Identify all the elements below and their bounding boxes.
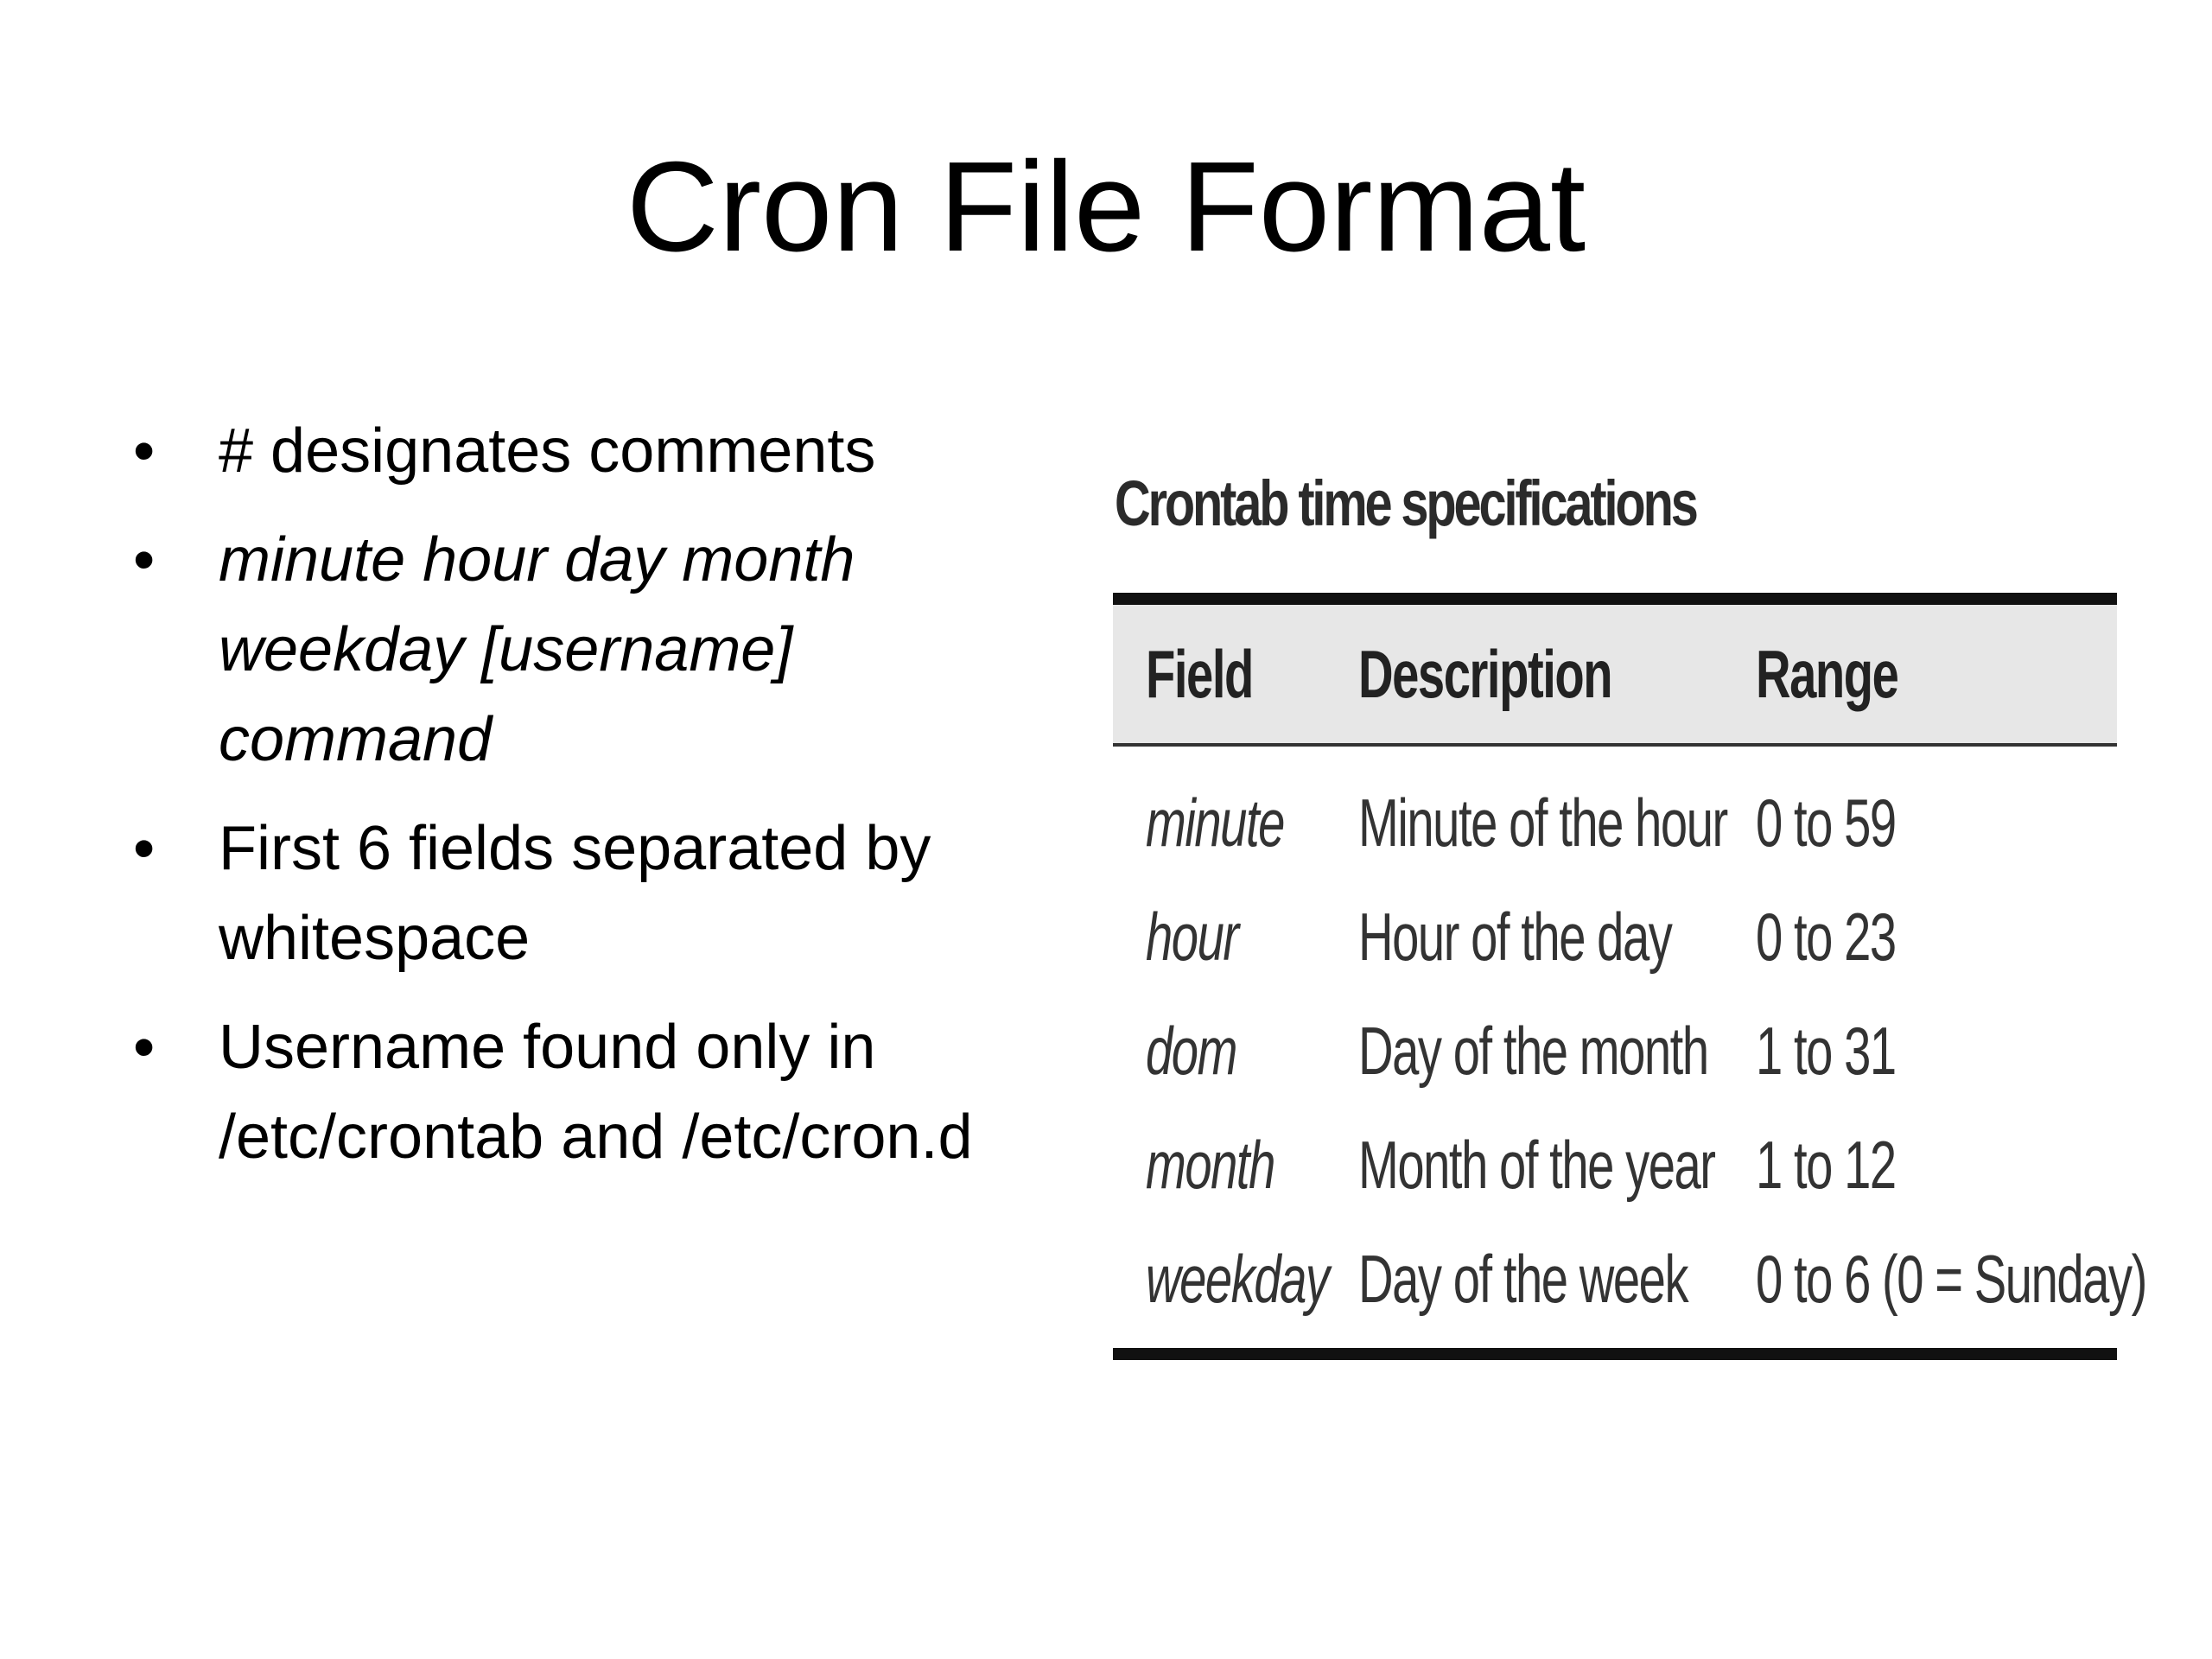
range-value: 0 to 59 — [1756, 784, 1896, 861]
description-value: Day of the week — [1358, 1240, 1688, 1317]
bullet-dot: • — [133, 814, 156, 883]
range-value: 0 to 23 — [1756, 898, 1896, 975]
bullet-text: First 6 fields separated by whitespace — [219, 814, 931, 973]
column-header-label: Field — [1146, 635, 1253, 712]
bullet-item-comments — [130, 406, 1037, 496]
field-value: minute — [1146, 784, 1284, 861]
bullet-dot: • — [133, 525, 156, 594]
range-cell — [1723, 745, 2117, 880]
description-cell — [1325, 1222, 1723, 1354]
field-value: month — [1146, 1126, 1274, 1203]
description-cell — [1325, 880, 1723, 994]
bullet-text: minute hour day month weekday [username] command — [219, 525, 855, 774]
figure-caption: Crontab time specifications — [1115, 467, 1696, 539]
range-cell — [1723, 1108, 2117, 1222]
field-cell — [1113, 1108, 1325, 1222]
range-cell — [1723, 1222, 2146, 1354]
range-value: 0 to 6 (0 = Sunday) — [1756, 1240, 2146, 1317]
description-cell — [1325, 994, 1723, 1108]
description-value: Hour of the day — [1358, 898, 1672, 975]
table-row — [1113, 1108, 2117, 1222]
field-cell — [1113, 994, 1325, 1108]
field-value: hour — [1146, 898, 1238, 975]
column-header-range — [1723, 599, 2117, 745]
range-value: 1 to 31 — [1756, 1012, 1896, 1089]
bullet-text: # designates comments — [219, 416, 876, 486]
crontab-spec-table — [1113, 593, 2146, 1360]
column-header-field — [1113, 599, 1325, 745]
description-value: Month of the year — [1358, 1126, 1715, 1203]
field-cell — [1113, 745, 1325, 880]
table-row — [1113, 1222, 2117, 1354]
bullet-item-username — [130, 1002, 1037, 1182]
column-header-label: Range — [1756, 635, 1898, 712]
crontab-figure — [1113, 456, 2146, 1360]
column-header-label: Description — [1358, 635, 1612, 712]
bullet-dot: • — [133, 416, 156, 486]
table-row — [1113, 994, 2117, 1108]
description-cell — [1325, 1108, 1723, 1222]
range-cell — [1723, 880, 2117, 994]
bullet-dot: • — [133, 1013, 156, 1082]
column-header-description — [1325, 599, 1723, 745]
description-value: Minute of the hour — [1358, 784, 1727, 861]
slide-title: Cron File Format — [626, 136, 1586, 278]
bullet-list — [130, 406, 1037, 1201]
description-value: Day of the month — [1358, 1012, 1708, 1089]
bullet-text: Username found only in /etc/crontab and /etc/cron.d — [219, 1013, 973, 1172]
description-cell — [1325, 745, 1727, 880]
field-cell — [1113, 1222, 1329, 1354]
field-cell — [1113, 880, 1325, 994]
field-value: dom — [1146, 1012, 1236, 1089]
bullet-item-fields — [130, 804, 1037, 983]
table-row — [1113, 880, 2117, 994]
table-header-row — [1113, 599, 2117, 745]
range-cell — [1723, 994, 2117, 1108]
range-value: 1 to 12 — [1756, 1126, 1896, 1203]
bullet-item-syntax — [130, 515, 1037, 785]
table-row — [1113, 745, 2117, 880]
field-value: weekday — [1146, 1240, 1329, 1317]
